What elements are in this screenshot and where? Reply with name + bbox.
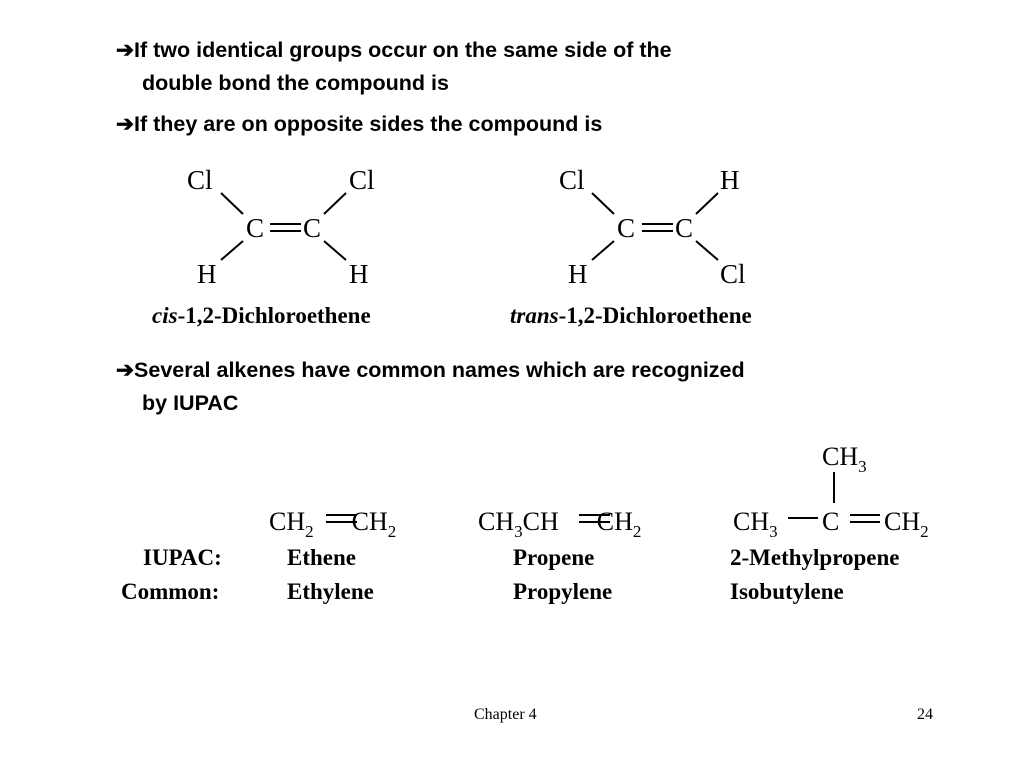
cis-carbon-2: C xyxy=(303,213,322,243)
trans-bottom-left-atom: H xyxy=(568,259,588,289)
arrow-icon: ➔ xyxy=(116,38,135,62)
ethene-formula: $CH_2$ $CH_2$ xyxy=(269,507,397,541)
cis-name: cis-1,2-Dichloroethene xyxy=(152,303,371,328)
trans-carbon-1: C xyxy=(617,213,636,243)
propene-formula: $CH_3CH$ $CH_2$ xyxy=(478,507,642,541)
methylpropene-top-methyl: $CH_3$ xyxy=(822,442,867,476)
row-label-common: Common: xyxy=(121,579,220,604)
row-label-iupac: IUPAC: xyxy=(143,545,222,570)
arrow-icon: ➔ xyxy=(116,358,135,382)
propene-common-name: Propylene xyxy=(513,579,613,604)
cis-carbon-1: C xyxy=(246,213,265,243)
cis-bottom-right-atom: H xyxy=(349,259,369,289)
trans-bottom-right-atom: Cl xyxy=(720,259,746,289)
methylpropene-right-methylene: $CH_2$ xyxy=(884,507,929,541)
methylpropene-iupac-name: 2-Methylpropene xyxy=(730,545,900,570)
cis-top-right-atom: Cl xyxy=(349,165,375,195)
bullet-text-line1: If they are on opposite sides the compound is xyxy=(134,112,603,136)
bullet-text-line2: double bond the compound is xyxy=(142,71,449,95)
methylpropene-center-carbon: C xyxy=(822,507,840,536)
bullet-text-line2: by IUPAC xyxy=(142,391,239,415)
ethene-common-name: Ethylene xyxy=(287,579,374,604)
cis-top-left-atom: Cl xyxy=(187,165,213,195)
footer-page-number: 24 xyxy=(917,706,933,723)
trans-top-left-atom: Cl xyxy=(559,165,585,195)
trans-name: trans-1,2-Dichloroethene xyxy=(510,303,752,328)
bullet-text-line1: Several alkenes have common names which are recognized xyxy=(134,358,745,382)
arrow-icon: ➔ xyxy=(116,112,135,136)
methylpropene-common-name: Isobutylene xyxy=(730,579,844,604)
trans-top-right-atom: H xyxy=(720,165,740,195)
methylpropene-left-methyl: $CH_3$ xyxy=(733,507,778,541)
cis-bottom-left-atom: H xyxy=(197,259,217,289)
bullet-text-line1: If two identical groups occur on the same side of the xyxy=(134,38,672,62)
ethene-iupac-name: Ethene xyxy=(287,545,356,570)
footer-chapter: Chapter 4 xyxy=(474,706,537,723)
propene-iupac-name: Propene xyxy=(513,545,595,570)
trans-carbon-2: C xyxy=(675,213,694,243)
